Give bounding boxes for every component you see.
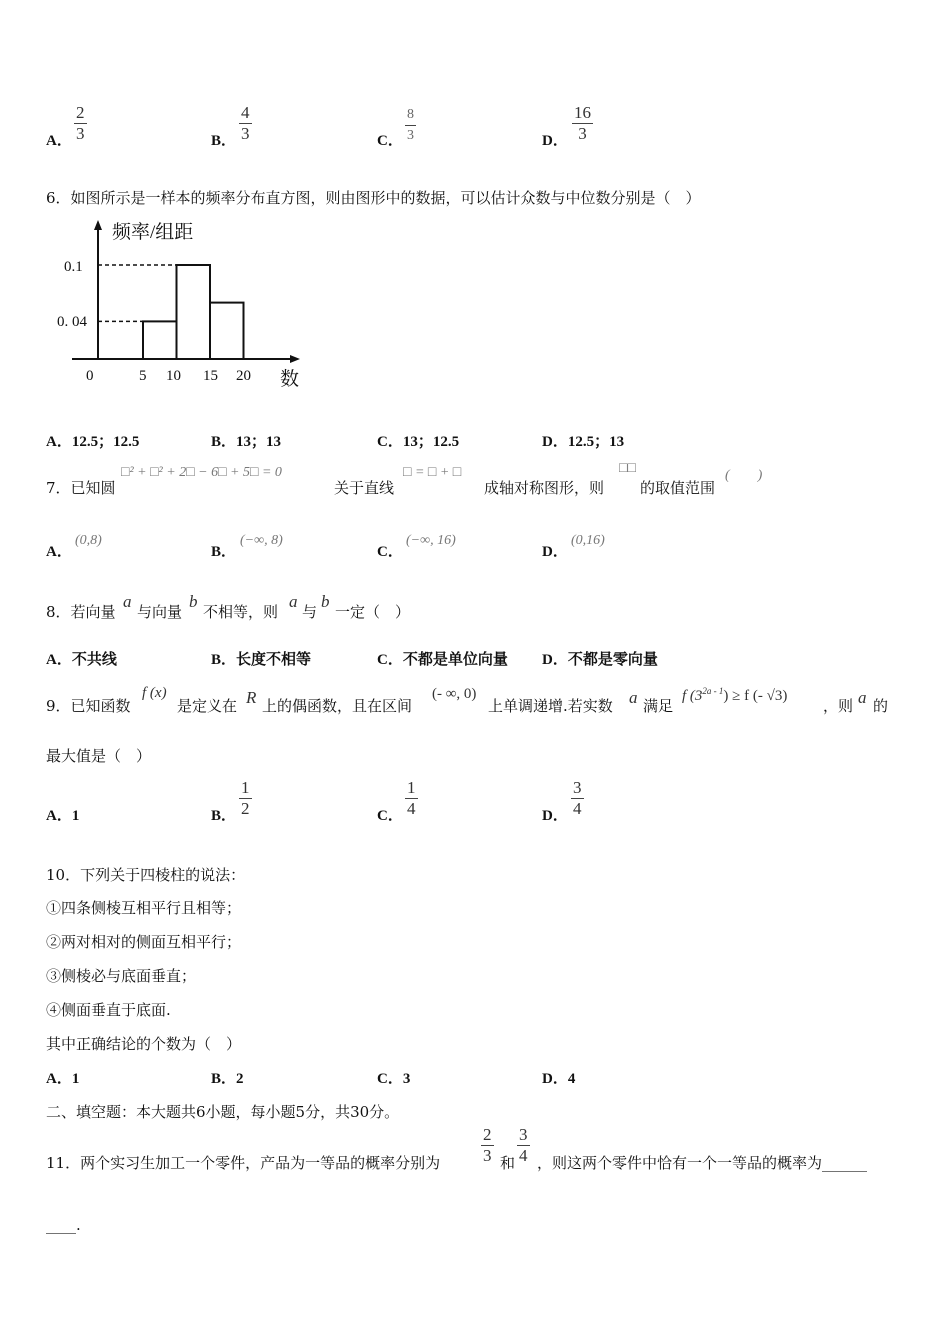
q7-option-c-label: C． bbox=[377, 544, 403, 560]
q5-d-denominator: 3 bbox=[578, 124, 587, 143]
q10-option-a: A．1 bbox=[46, 1071, 80, 1087]
q5-c-denominator: 3 bbox=[407, 128, 414, 143]
section-2-heading: 二、填空题：本大题共6小题，每小题5分，共30分。 bbox=[46, 1103, 400, 1121]
q9-a-2: a bbox=[858, 688, 867, 707]
q9-option-d-fraction bbox=[571, 778, 584, 819]
q5-a-numerator: 2 bbox=[76, 103, 85, 122]
q9-b-numerator: 1 bbox=[241, 778, 250, 797]
q10-option-b: B．2 bbox=[211, 1071, 244, 1087]
q11-f2-denominator: 4 bbox=[519, 1146, 528, 1165]
histogram-bar-15-20 bbox=[210, 303, 244, 359]
q9-option-b-label: B． bbox=[211, 808, 237, 824]
q8-vector-a: a bbox=[123, 592, 132, 611]
q9-b-denominator: 2 bbox=[241, 799, 250, 818]
q11-and: 和 bbox=[500, 1154, 516, 1172]
q9-option-c-fraction bbox=[405, 778, 418, 819]
q7-mid2: 成轴对称图形，则 bbox=[484, 479, 605, 497]
q9-interval: (- ∞, 0) bbox=[432, 686, 477, 702]
xtick-label-5: 5 bbox=[139, 368, 147, 384]
q9-p1: 9．已知函数 bbox=[46, 697, 131, 715]
q11-f1-numerator: 2 bbox=[483, 1125, 492, 1144]
q8-option-b: B．长度不相等 bbox=[211, 652, 312, 668]
q9-exponent: 2a - 1 bbox=[702, 686, 724, 696]
q10-item-4: ④侧面垂直于底面. bbox=[46, 1001, 171, 1019]
q11-fraction-2 bbox=[517, 1125, 530, 1166]
q11-p2: ，则这两个零件中恰有一个一等品的概率为______ bbox=[537, 1154, 868, 1172]
q7-mid: 关于直线 bbox=[334, 479, 395, 497]
q11-f2-numerator: 3 bbox=[519, 1125, 528, 1144]
q7-prefix: 7．已知圆 bbox=[46, 479, 116, 497]
q5-option-d-fraction bbox=[572, 103, 593, 144]
q9-ineq-part1: f (3 bbox=[682, 688, 703, 704]
q11-f1-denominator: 3 bbox=[483, 1146, 492, 1165]
q11-line2: ____. bbox=[46, 1216, 81, 1234]
q10-option-d: D．4 bbox=[542, 1071, 576, 1087]
x-axis-arrow bbox=[290, 355, 300, 363]
q5-d-numerator: 16 bbox=[574, 103, 591, 122]
q8-p4: 与 bbox=[302, 603, 318, 621]
q8-vector-b: b bbox=[189, 592, 198, 611]
xtick-label-0: 0 bbox=[86, 368, 94, 384]
q10-item-3: ③侧棱必与底面垂直； bbox=[46, 967, 197, 985]
q9-inequality bbox=[682, 686, 787, 705]
q6-option-c: C．13；12.5 bbox=[377, 434, 460, 450]
histogram-bar-10-15 bbox=[177, 265, 211, 359]
q9-option-a: A．1 bbox=[46, 808, 80, 824]
q8-option-a: A．不共线 bbox=[46, 652, 117, 668]
q7-option-b-value: (−∞, 8) bbox=[240, 533, 283, 548]
q7-option-d-label: D． bbox=[542, 544, 568, 560]
xtick-label-15: 15 bbox=[203, 368, 218, 384]
q10-item-1: ①四条侧棱互相平行且相等； bbox=[46, 899, 242, 917]
q5-c-numerator: 8 bbox=[405, 105, 416, 126]
q7-option-a-label: A． bbox=[46, 544, 72, 560]
q8-vector-b-2: b bbox=[321, 592, 330, 611]
q5-option-a-fraction bbox=[74, 103, 87, 144]
q10-item-2: ②两对相对的侧面互相平行； bbox=[46, 933, 242, 951]
q6-option-b: B．13；13 bbox=[211, 434, 282, 450]
q9-p3: 上的偶函数，且在区间 bbox=[262, 697, 413, 715]
q11-p1: 11．两个实习生加工一个零件，产品为一等品的概率分别为 bbox=[46, 1154, 441, 1172]
q7-circle-equation: □² + □² + 2□ − 6□ + 5□ = 0 bbox=[121, 465, 282, 480]
xtick-label-10: 10 bbox=[166, 368, 181, 384]
q5-b-denominator: 3 bbox=[241, 124, 250, 143]
q10-question: 其中正确结论的个数为（ ） bbox=[46, 1035, 242, 1053]
q9-option-d-label: D． bbox=[542, 808, 568, 824]
q5-b-numerator: 4 bbox=[241, 103, 250, 122]
chart-title: 频率/组距 bbox=[112, 222, 194, 243]
q9-option-b-fraction bbox=[239, 778, 252, 819]
q9-option-c-label: C． bbox=[377, 808, 403, 824]
q11-fraction-1 bbox=[481, 1125, 494, 1166]
q8-option-d: D．不都是零向量 bbox=[542, 652, 658, 668]
q8-p1: 8．若向量 bbox=[46, 603, 116, 621]
q5-option-b-fraction bbox=[239, 103, 252, 144]
q5-option-c-label: C． bbox=[377, 133, 403, 149]
q10-title: 10．下列关于四棱柱的说法： bbox=[46, 866, 246, 884]
ytick-label-high: 0.1 bbox=[64, 259, 83, 275]
q7-option-c-value: (−∞, 16) bbox=[406, 533, 456, 548]
q5-option-c-fraction bbox=[405, 105, 416, 146]
q7-variable: □□ bbox=[619, 461, 636, 476]
y-axis-arrow bbox=[94, 220, 102, 230]
q7-option-b-label: B． bbox=[211, 544, 237, 560]
q8-p2: 与向量 bbox=[137, 603, 183, 621]
q5-a-denominator: 3 bbox=[76, 124, 85, 143]
q8-option-c: C．不都是单位向量 bbox=[377, 652, 508, 668]
q9-p4: 上单调递增.若实数 bbox=[488, 697, 613, 715]
q6-question-text: 6．如图所示是一样本的频率分布直方图，则由图形中的数据，可以估计众数与中位数分别是（ ） bbox=[46, 189, 701, 207]
q9-d-numerator: 3 bbox=[573, 778, 582, 797]
q7-tail: 的取值范围 bbox=[640, 479, 716, 497]
q9-p7: 的 bbox=[873, 697, 889, 715]
q8-p5: 一定（ ） bbox=[335, 603, 411, 621]
q9-p6: ，则 bbox=[823, 697, 854, 715]
q5-option-d-label: D． bbox=[542, 133, 568, 149]
histogram-chart bbox=[52, 216, 312, 392]
q6-option-a: A．12.5；12.5 bbox=[46, 434, 140, 450]
q9-p2: 是定义在 bbox=[177, 697, 238, 715]
q9-ineq-part2: ) ≥ f (- √3) bbox=[723, 688, 788, 704]
q7-question-line bbox=[46, 477, 116, 498]
q10-option-c: C．3 bbox=[377, 1071, 411, 1087]
q5-option-a-label: A． bbox=[46, 133, 72, 149]
q6-option-d: D．12.5；13 bbox=[542, 434, 625, 450]
q8-p3: 不相等，则 bbox=[203, 603, 279, 621]
q7-option-d-value: (0,16) bbox=[571, 533, 605, 548]
q9-fx: f (x) bbox=[142, 685, 167, 701]
q8-vector-a-2: a bbox=[289, 592, 298, 611]
ytick-label-low: 0. 04 bbox=[57, 314, 87, 330]
xtick-label-20: 20 bbox=[236, 368, 251, 384]
q9-d-denominator: 4 bbox=[573, 799, 582, 818]
x-axis-label: 数 bbox=[280, 369, 300, 390]
histogram-bar-5-10 bbox=[143, 321, 177, 359]
q9-R: R bbox=[246, 688, 257, 707]
q9-c-denominator: 4 bbox=[407, 799, 416, 818]
q7-option-a-value: (0,8) bbox=[75, 533, 102, 548]
q5-option-b-label: B． bbox=[211, 133, 237, 149]
q9-a: a bbox=[629, 688, 638, 707]
q7-line-equation: □ = □ + □ bbox=[403, 465, 462, 480]
q9-line2: 最大值是（ ） bbox=[46, 747, 152, 765]
q9-p5: 满足 bbox=[643, 697, 674, 715]
q9-c-numerator: 1 bbox=[407, 778, 416, 797]
q7-paren: ( ) bbox=[725, 468, 763, 483]
